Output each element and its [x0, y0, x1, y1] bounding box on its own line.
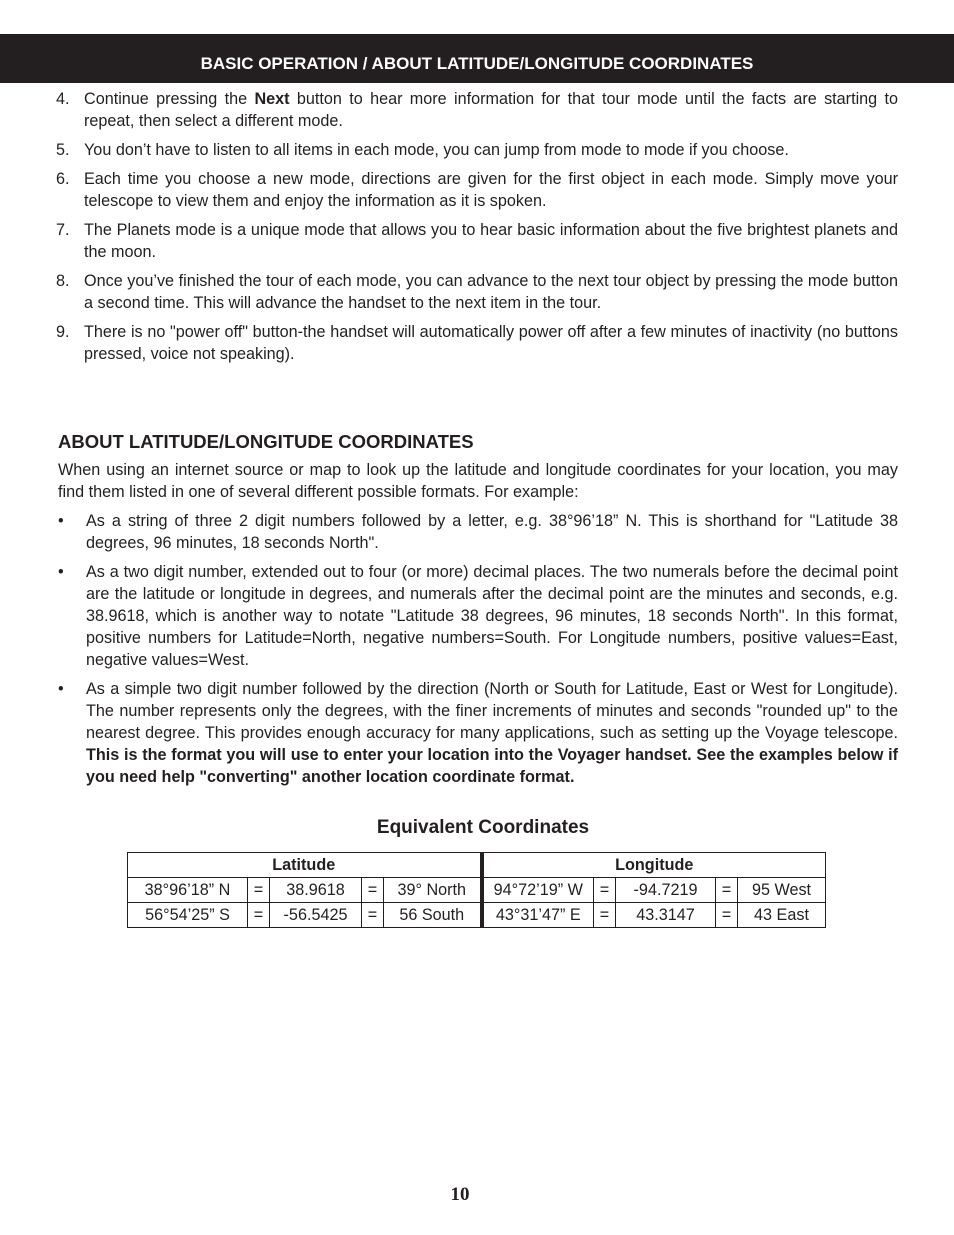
format-bullet-list	[58, 510, 898, 795]
lon-simple-cell: 43 East	[738, 903, 826, 928]
lon-decimal-cell: 43.3147	[616, 903, 716, 928]
step-bold-text: Next	[254, 90, 290, 108]
equals-cell: =	[594, 903, 616, 928]
step-number: 8.	[56, 272, 70, 290]
bullet-icon: •	[58, 563, 64, 581]
equivalent-coordinates-table	[127, 852, 826, 928]
lat-simple-cell: 39° North	[384, 878, 482, 903]
step-number: 7.	[56, 221, 70, 239]
step-number: 6.	[56, 170, 70, 188]
lon-simple-cell: 95 West	[738, 878, 826, 903]
bullet-text: As a string of three 2 digit numbers followed by a letter, e.g. 38°96’18” N. This is shorthand for "Latitude 38 degrees, 96 minutes, 18 seconds North".	[86, 512, 898, 552]
bullet-icon: •	[58, 680, 64, 698]
longitude-header: Longitude	[482, 853, 826, 878]
list-item	[56, 139, 898, 161]
page-header-title: BASIC OPERATION / ABOUT LATITUDE/LONGITUDE COORDINATES	[200, 54, 754, 73]
equals-cell: =	[248, 903, 270, 928]
lon-dms-cell: 94°72’19” W	[482, 878, 594, 903]
equals-cell: =	[362, 903, 384, 928]
bullet-icon: •	[58, 512, 64, 530]
step-text: Each time you choose a new mode, directions are given for the first object in each mode. Simply move your telescope to view them and enjoy the information as it is spoken.	[84, 170, 898, 210]
bullet-text: As a two digit number, extended out to four (or more) decimal places. The two numerals before the decimal point are the latitude or longitude in degrees, and numerals after the decimal point are the minutes and seconds, e.g. 38.9618, which is another way to notate "Latitude 38 degrees, 96 minutes, 18 seconds North". In this format, positive numbers for Latitude=North, negative numbers=South. For Longitude numbers, positive values=East, negative values=West.	[86, 563, 898, 669]
list-item	[58, 510, 898, 554]
latitude-header: Latitude	[128, 853, 482, 878]
section-title: ABOUT LATITUDE/LONGITUDE COORDINATES	[58, 431, 474, 452]
equals-cell: =	[594, 878, 616, 903]
section-intro: When using an internet source or map to look up the latitude and longitude coordinates for your location, you may find them listed in one of several different possible formats. For example:	[58, 461, 898, 501]
list-item	[56, 168, 898, 212]
step-number: 4.	[56, 90, 70, 108]
bullet-bold-text: This is the format you will use to enter your location into the Voyager handset. See the examples below if you need help "converting" another location coordinate format.	[86, 746, 898, 786]
step-text: You don’t have to listen to all items in each mode, you can jump from mode to mode if you choose.	[84, 141, 789, 159]
lat-decimal-cell: 38.9618	[270, 878, 362, 903]
equals-cell: =	[248, 878, 270, 903]
lat-decimal-cell: -56.5425	[270, 903, 362, 928]
equals-cell: =	[716, 903, 738, 928]
list-item	[56, 321, 898, 365]
lat-dms-cell: 38°96’18” N	[128, 878, 248, 903]
table-row	[128, 903, 826, 928]
step-text: Continue pressing the	[84, 90, 255, 108]
operation-steps-list	[56, 88, 898, 372]
step-number: 5.	[56, 141, 70, 159]
list-item	[56, 219, 898, 263]
step-text: button to hear more information for that tour mode until the facts are starting to repeat, then select a different mode.	[84, 90, 899, 130]
table-row	[128, 878, 826, 903]
step-text: There is no "power off" button-the handset will automatically power off after a few minutes of inactivity (no buttons pressed, voice not speaking).	[84, 323, 898, 363]
step-text: The Planets mode is a unique mode that allows you to hear basic information about the five brightest planets and the moon.	[84, 221, 898, 261]
page-number: 10	[450, 1184, 470, 1205]
lat-dms-cell: 56°54’25” S	[128, 903, 248, 928]
table-header-row	[128, 853, 826, 878]
equals-cell: =	[362, 878, 384, 903]
lon-decimal-cell: -94.7219	[616, 878, 716, 903]
step-number: 9.	[56, 323, 70, 341]
table-title: Equivalent Coordinates	[376, 817, 590, 838]
list-item	[58, 678, 898, 788]
equals-cell: =	[716, 878, 738, 903]
list-item	[58, 561, 898, 671]
lon-dms-cell: 43°31’47” E	[482, 903, 594, 928]
lat-simple-cell: 56 South	[384, 903, 482, 928]
bullet-text: As a simple two digit number followed by the direction (North or South for Latitude, East or West for Longitude). The number represents only the degrees, with the finer increments of minutes and seconds "rounded up" to the nearest degree. This provides enough accuracy for many applications, such as setting up the Voyage telescope.	[86, 680, 898, 742]
list-item	[56, 88, 898, 132]
list-item	[56, 270, 898, 314]
step-text: Once you’ve finished the tour of each mode, you can advance to the next tour object by pressing the mode button a second time. This will advance the handset to the next item in the tour.	[84, 272, 898, 312]
